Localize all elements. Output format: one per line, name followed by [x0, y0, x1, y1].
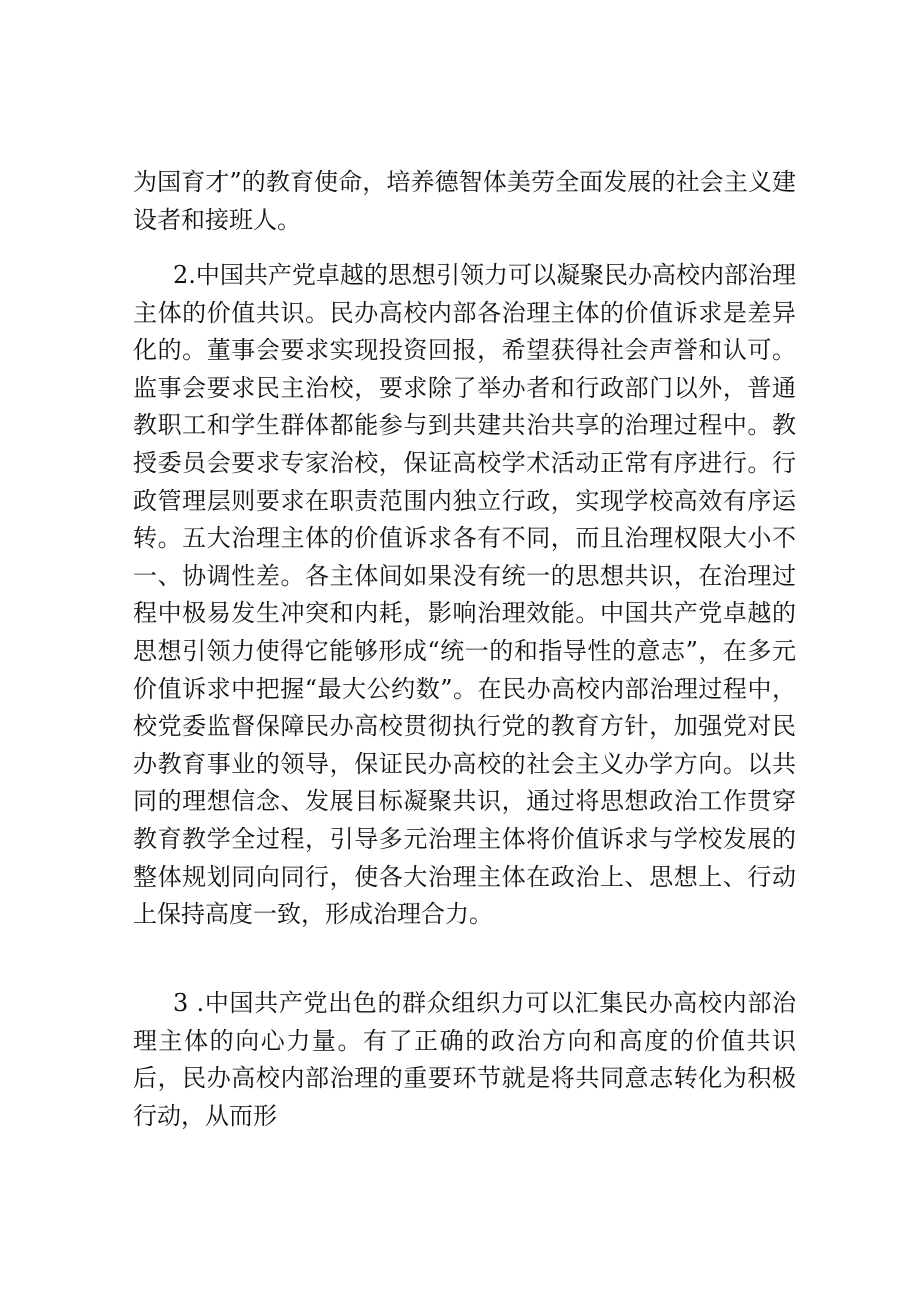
paragraph-section-2: 2.中国共产党卓越的思想引领力可以凝聚民办高校内部治理主体的价值共识。民办高校内部各治理主体的价值诉求是差异化的。董事会要求实现投资回报，希望获得社会声誉和认可。监事会要求民主治校，要求除了举办者和行政部门以外，普通教职工和学生群体都能参与到共建共治共享的治理过程中。教授委员会要求专家治校，保证高校学术活动正常有序进行。行政管理层则要求在职责范围内独立行政，实现学校高效有序运转。五大治理主体的价值诉求各有不同，而且治理权限大小不一、协调性差。各主体间如果没有统一的思想共识，在治理过程中极易发生冲突和内耗，影响治理效能。中国共产党卓越的思想引领力使得它能够形成“统一的和指导性的意志”，在多元价值诉求中把握“最大公约数”。在民办高校内部治理过程中，校党委监督保障民办高校贯彻执行党的教育方针，加强党对民办教育事业的领导，保证民办高校的社会主义办学方向。以共同的理想信念、发展目标凝聚共识，通过将思想政治工作贯穿教育教学全过程，引导多元治理主体将价值诉求与学校发展的整体规划同向同行，使各大治理主体在政治上、思想上、行动上保持高度一致，形成治理合力。: [133, 261, 796, 929]
paragraph-section-3: 3 .中国共产党出色的群众组织力可以汇集民办高校内部治理主体的向心力量。有了正确的政治方向和高度的价值共识后，民办高校内部治理的重要环节就是将共同意志转化为积极行动，从而形: [133, 989, 796, 1130]
paragraph-continuation: 为国育才”的教育使命，培养德智体美劳全面发展的社会主义建设者和接班人。: [133, 168, 796, 234]
